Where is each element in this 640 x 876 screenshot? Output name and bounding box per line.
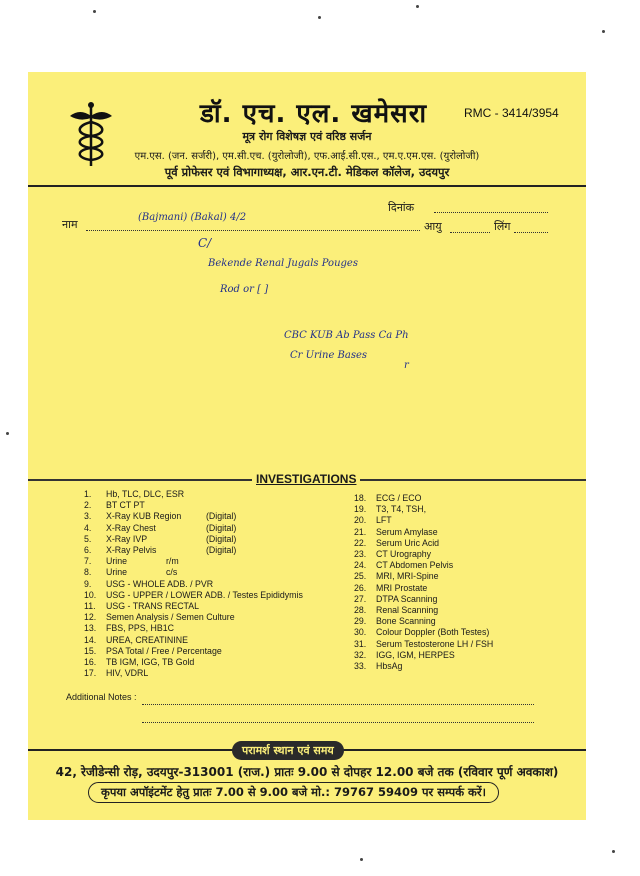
scan-speck xyxy=(318,16,321,19)
name-field[interactable] xyxy=(86,222,420,231)
list-item: 22. Serum Uric Acid xyxy=(354,537,440,548)
list-item: 16. TB IGM, IGG, TB Gold xyxy=(84,657,195,668)
list-item: 1. Hb, TLC, DLC, ESR xyxy=(84,489,185,499)
list-item: 19. T3, T4, TSH, xyxy=(354,504,427,515)
list-item: 10. USG - UPPER / LOWER ADB. / Testes Epididymis xyxy=(84,589,303,600)
list-item: 17. HIV, VDRL xyxy=(84,668,149,679)
list-item: 6. X-Ray Pelvis (Digital) xyxy=(84,545,237,556)
handwritten-note: CBC KUB Ab Pass Ca Ph xyxy=(284,330,409,341)
list-item: 12. Semen Analysis / Semen Culture xyxy=(84,612,235,623)
list-item: 3. X-Ray KUB Region (Digital) xyxy=(84,511,237,522)
list-item: 30. Colour Doppler (Both Testes) xyxy=(354,627,490,638)
list-item: 20. LFT xyxy=(354,515,392,526)
clinic-address: 42, रेजीडेन्सी रोड़, उदयपुर-313001 (राज.) प्रातः 9.00 से दोपहर 12.00 बजे तक (रविवार पूर्ण अवकाश) xyxy=(55,765,559,779)
scan-speck xyxy=(6,432,9,435)
age-field[interactable] xyxy=(450,224,490,233)
handwritten-name: (Bajmani) (Bakal) 4/2 xyxy=(138,212,247,223)
investigations-right-list xyxy=(354,493,493,672)
name-label: नाम xyxy=(62,218,78,231)
handwritten-note: Cr Urine Bases xyxy=(290,350,368,361)
scan-speck xyxy=(360,858,363,861)
handwritten-note: r xyxy=(404,360,409,371)
list-item: 2. BT CT PT xyxy=(84,500,145,511)
scan-speck xyxy=(416,5,419,8)
rmc-number: RMC - 3414/3954 xyxy=(464,106,559,120)
specialty: मूत्र रोग विशेषज्ञ एवं वरिष्ठ सर्जन xyxy=(242,130,372,143)
handwritten-note: Rod or [ ] xyxy=(220,284,269,295)
prescription-sheet xyxy=(28,72,586,820)
age-label: आयु xyxy=(424,220,442,233)
list-item: 27. DTPA Scanning xyxy=(354,593,438,604)
list-item: 29. Bone Scanning xyxy=(354,616,436,627)
header-rule xyxy=(28,185,586,187)
list-item: 14. UREA, CREATININE xyxy=(84,634,188,645)
handwritten-note: C/ xyxy=(198,236,212,250)
list-item: 15. PSA Total / Free / Percentage xyxy=(84,645,222,656)
list-item: 7. Urine r/m xyxy=(84,556,179,567)
list-item: 9. USG - WHOLE ADB. / PVR xyxy=(84,578,214,589)
list-item: 33. HbsAg xyxy=(354,661,403,672)
list-item: 8. Urine c/s xyxy=(84,567,178,578)
sex-field[interactable] xyxy=(514,224,548,233)
degrees: एम.एस. (जन. सर्जरी), एम.सी.एच. (युरोलोजी), एफ.आई.सी.एस., एम.ए.एम.एस. (युरोलोजी) xyxy=(134,151,480,162)
list-item: 11. USG - TRANS RECTAL xyxy=(84,601,200,612)
scan-speck xyxy=(612,850,615,853)
consultation-badge: परामर्श स्थान एवं समय xyxy=(232,741,344,760)
list-item: 25. MRI, MRI-Spine xyxy=(354,571,439,582)
list-item: 21. Serum Amylase xyxy=(354,526,438,537)
notes-field-2[interactable] xyxy=(142,714,534,723)
additional-notes-label: Additional Notes : xyxy=(66,692,137,702)
list-item: 13. FBS, PPS, HB1C xyxy=(84,623,174,634)
position: पूर्व प्रोफेसर एवं विभागाध्यक्ष, आर.एन.टी. मेडिकल कॉलेज, उदयपुर xyxy=(164,165,450,179)
list-item: 28. Renal Scanning xyxy=(354,605,439,616)
list-item: 24. CT Abdomen Pelvis xyxy=(354,560,454,571)
sex-label: लिंग xyxy=(494,220,511,233)
list-item: 32. IGG, IGM, HERPES xyxy=(354,649,455,660)
list-item: 4. X-Ray Chest (Digital) xyxy=(84,522,237,533)
list-item: 18. ECG / ECO xyxy=(354,493,422,503)
scan-speck xyxy=(93,10,96,13)
appointment-info: कृपया अपॉइंटमेंट हेतु प्रातः 7.00 से 9.00 बजे मो.: 79767 59409 पर सम्पर्क करें। xyxy=(88,782,499,803)
date-field[interactable] xyxy=(434,204,548,213)
list-item: 23. CT Urography xyxy=(354,549,432,560)
notes-field-1[interactable] xyxy=(142,696,534,705)
investigations-heading: INVESTIGATIONS xyxy=(252,472,360,486)
investigations-left-list xyxy=(84,489,303,679)
date-label: दिनांक xyxy=(388,201,415,214)
handwritten-note: Bekende Renal Jugals Pouges xyxy=(208,258,358,269)
list-item: 31. Serum Testosterone LH / FSH xyxy=(354,638,494,649)
doctor-name: डॉ. एच. एल. खमेसरा xyxy=(200,99,428,129)
list-item: 26. MRI Prostate xyxy=(354,582,428,593)
scan-speck xyxy=(602,30,605,33)
list-item: 5. X-Ray IVP (Digital) xyxy=(84,533,237,544)
